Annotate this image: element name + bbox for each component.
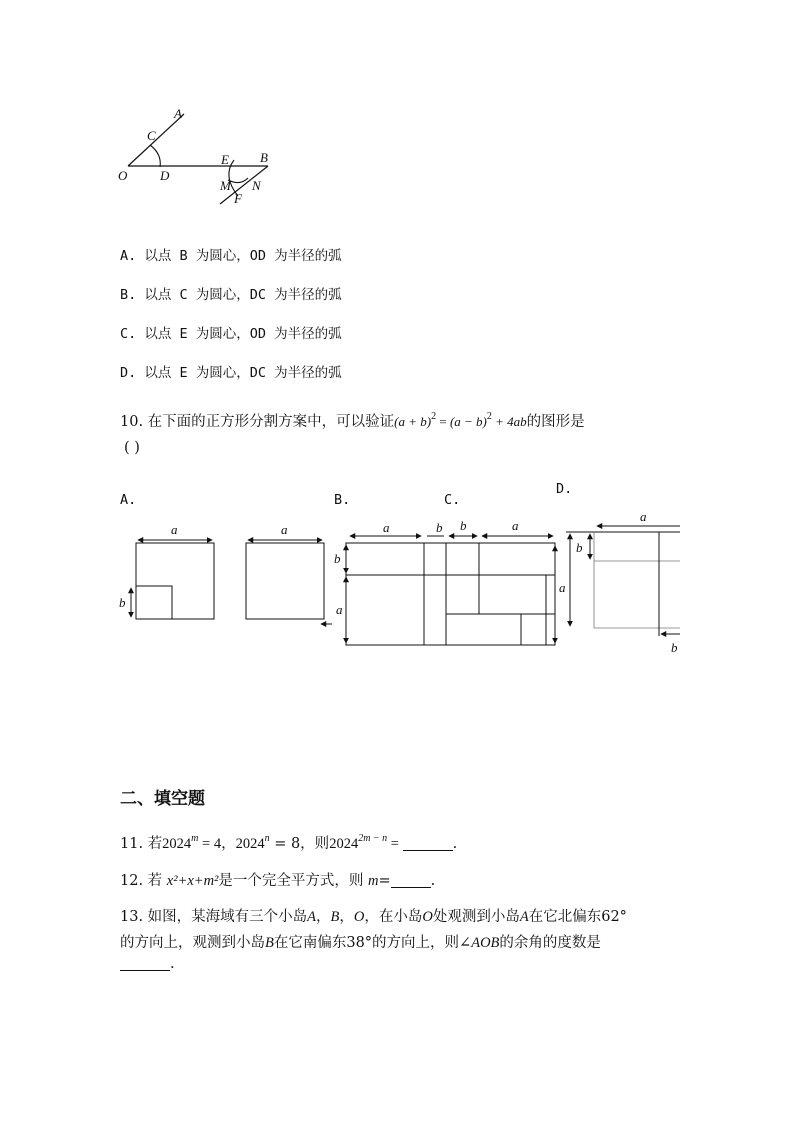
option-text: 以点 E 为圆心，DC 为半径的弧 xyxy=(144,365,342,381)
figure-a xyxy=(119,522,214,619)
question-text-end: 的图形是 xyxy=(526,414,585,430)
option-label-b: B. xyxy=(334,492,351,508)
label-a-top: a xyxy=(383,520,390,535)
answer-blank[interactable] xyxy=(120,956,170,971)
option-letter: B. xyxy=(120,287,137,303)
outer-square xyxy=(346,543,555,645)
label-d: D xyxy=(160,168,170,183)
question-number: 10. xyxy=(120,414,144,430)
section-heading: 二、填空题 xyxy=(120,789,205,809)
angle-construction-figure xyxy=(110,100,290,210)
option-text: 以点 B 为圆心，OD 为半径的弧 xyxy=(144,248,342,264)
q9-option-b xyxy=(120,283,342,303)
q10-figures xyxy=(0,510,694,660)
question-text: 在下面的正方形分割方案中，可以验证 xyxy=(147,414,395,430)
label-a: A xyxy=(174,106,182,121)
question-number: 12. xyxy=(120,873,144,889)
label-e: E xyxy=(221,152,229,167)
label-c: C xyxy=(147,128,156,143)
answer-paren: ( ) xyxy=(124,440,140,456)
option-letter: A. xyxy=(120,248,137,264)
option-letter: C. xyxy=(120,326,137,342)
q9-option-d xyxy=(120,361,342,381)
label-f: F xyxy=(234,191,242,206)
option-label-d: D. xyxy=(556,481,573,497)
label-b-top: b xyxy=(436,520,443,535)
q13-line1: 13. 如图，某海域有三个小岛A，B，O，在小岛O处观测到小岛A在它北偏东62° xyxy=(120,909,627,925)
label-b-left: b xyxy=(334,551,341,566)
identity-formula: $(a + b)^2 = (a - b)^2 + 4ab$ xyxy=(394,411,527,429)
label-b: b xyxy=(119,595,126,610)
arc-cd xyxy=(150,145,160,167)
ray-oa xyxy=(128,114,184,166)
option-text: 以点 C 为圆心，DC 为半径的弧 xyxy=(144,287,342,303)
question-number: 11. xyxy=(120,836,144,852)
label-b-bottom: b xyxy=(671,640,678,655)
outer-square xyxy=(136,543,214,619)
inner-square xyxy=(136,586,172,619)
label-b: B xyxy=(260,150,268,165)
option-text: 以点 E 为圆心，OD 为半径的弧 xyxy=(144,326,342,342)
q9-option-a xyxy=(120,244,342,264)
figure-b xyxy=(246,522,332,624)
label-m: M xyxy=(220,178,231,193)
label-a-left: a xyxy=(559,580,566,595)
label-o: O xyxy=(118,168,128,183)
figure-d xyxy=(559,510,680,655)
label-b-top2: b xyxy=(460,518,467,533)
option-label-a: A. xyxy=(120,492,137,508)
question-number: 13. xyxy=(120,909,144,925)
arc-mn xyxy=(228,178,248,183)
answer-blank[interactable] xyxy=(403,836,453,851)
label-b-left: b xyxy=(576,540,583,555)
label-a-left: a xyxy=(336,602,343,617)
outer-square xyxy=(246,543,324,619)
label-a-top2: a xyxy=(512,518,519,533)
q13-line3: . xyxy=(120,956,175,972)
q9-option-c xyxy=(120,322,342,342)
q11: 11. 若$2024^m = 4$，$2024^n = 8$，则$2024^{2m - n}$ = . xyxy=(120,833,458,852)
figure-c xyxy=(334,518,555,645)
option-label-c: C. xyxy=(444,492,461,508)
label-a-top: a xyxy=(640,510,647,524)
q13-line2: 的方向上，观测到小岛B在它南偏东38°的方向上，则∠AOB的余角的度数是 xyxy=(120,935,601,951)
label-a: a xyxy=(171,522,178,537)
label-a: a xyxy=(281,522,288,537)
q12: 12. 若 x²+x+m²是一个完全平方式，则 m= . xyxy=(120,873,436,889)
label-n: N xyxy=(252,178,261,193)
q10-stem xyxy=(120,410,585,431)
option-letter: D. xyxy=(120,365,137,381)
answer-blank[interactable] xyxy=(391,873,431,888)
